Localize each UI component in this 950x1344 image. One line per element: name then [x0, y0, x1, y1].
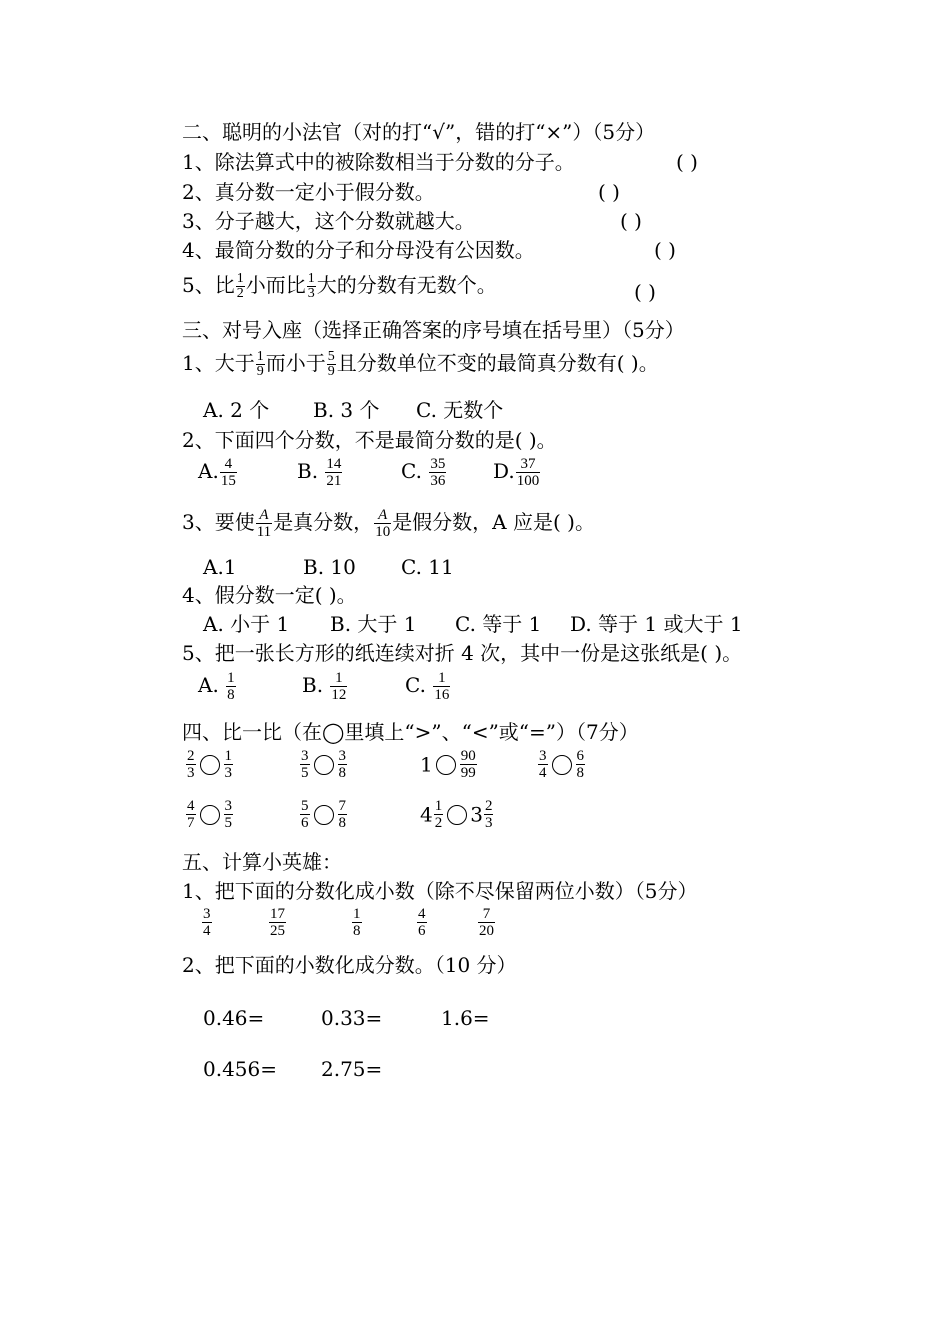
fraction: $\frac{2}{3}$: [187, 748, 195, 781]
fraction: $\frac{37}{100}$: [516, 456, 540, 489]
fraction: $\frac{1}{16}$: [434, 670, 450, 703]
q2-option-c[interactable]: C. $\frac{35}{36}$: [401, 456, 446, 489]
fraction: $\frac{1}{3}$: [307, 271, 315, 301]
calc-q1: 1、把下面的分数化成小数（除不尽保留两位小数）（5分）: [182, 879, 698, 903]
fraction: $\frac{90}{99}$: [460, 748, 476, 781]
compare-circle[interactable]: [314, 755, 334, 775]
choice-q4: 4、假分数一定( )。: [182, 583, 357, 607]
q1-option-b[interactable]: B. 3 个: [313, 398, 380, 422]
decimal-fraction-2: $\frac{17}{25}$: [270, 906, 285, 939]
choice-q2: 2、下面四个分数，不是最简分数的是( )。: [182, 428, 557, 452]
fraction: $\frac{14}{21}$: [326, 456, 342, 489]
q4-option-c[interactable]: C. 等于 1: [455, 612, 542, 636]
q3-option-a[interactable]: A.1: [203, 555, 237, 579]
compare-circle[interactable]: [200, 805, 220, 825]
q4-option-b[interactable]: B. 大于 1: [330, 612, 417, 636]
judge-q5: 5、比 $\frac{1}{2}$ 小而比 $\frac{1}{3}$ 大的分数有无数个。: [182, 271, 497, 301]
q2-option-a[interactable]: A. $\frac{4}{15}$: [198, 456, 236, 489]
q3-option-c[interactable]: C. 11: [401, 555, 454, 579]
fraction: $\frac{3}{4}$: [539, 748, 547, 781]
fraction: $\frac{3}{8}$: [338, 748, 346, 781]
fraction: $\frac{2}{3}$: [484, 798, 493, 831]
compare-4: [537, 748, 586, 781]
answer-bracket-3[interactable]: ( ): [620, 209, 642, 233]
section4-title: 四、比一比（在◯里填上“>”、“<”或“=”）（7分）: [182, 720, 639, 744]
fraction: $\frac{5}{6}$: [301, 798, 309, 831]
answer-bracket-1[interactable]: ( ): [676, 150, 698, 174]
convert-item-1: 0.46=: [203, 1006, 265, 1030]
q5-option-a[interactable]: A. $\frac{1}{8}$: [198, 670, 235, 703]
compare-3: 1 $\frac{90}{99}$: [420, 748, 476, 781]
calc-q2: 2、把下面的小数化成分数。（10 分）: [182, 953, 517, 977]
q5-option-c[interactable]: C. $\frac{1}{16}$: [405, 670, 450, 703]
section2-title: 二、聪明的小法官（对的打“√”，错的打“×”）（5分）: [182, 120, 656, 144]
compare-6: [299, 798, 348, 831]
section5-title: 五、计算小英雄：: [182, 850, 342, 874]
fraction: $\frac{1}{2}$: [236, 271, 244, 301]
decimal-fraction-1: $\frac{3}{4}$: [203, 906, 211, 939]
convert-item-2: 0.33=: [321, 1006, 383, 1030]
q1-option-a[interactable]: A. 2 个: [203, 398, 270, 422]
fraction: $\frac{1}{2}$: [434, 798, 443, 831]
fraction: $\frac{1}{12}$: [331, 670, 347, 703]
fraction: $\frac{A}{11}$: [256, 507, 272, 540]
choice-q1: 1、大于 $\frac{1}{9}$ 而小于 $\frac{5}{9}$ 且分数单位不变的最简真分数有( )。: [182, 349, 659, 379]
fraction: $\frac{7}{8}$: [338, 798, 346, 831]
choice-q5: 5、把一张长方形的纸连续对折 4 次，其中一份是这张纸是( )。: [182, 641, 743, 665]
compare-5: [185, 798, 234, 831]
section3-title: 三、对号入座（选择正确答案的序号填在括号里）（5分）: [182, 318, 685, 342]
compare-circle[interactable]: [200, 755, 220, 775]
fraction: $\frac{4}{15}$: [220, 456, 236, 489]
q1-option-c[interactable]: C. 无数个: [416, 398, 504, 422]
fraction: $\frac{A}{10}$: [375, 507, 391, 540]
fraction: $\frac{3}{5}$: [224, 798, 232, 831]
q5-option-b[interactable]: B. $\frac{1}{12}$: [302, 670, 347, 703]
judge-q3: 3、分子越大，这个分数就越大。: [182, 209, 475, 233]
answer-bracket-4[interactable]: ( ): [654, 238, 676, 262]
fraction: $\frac{1}{9}$: [256, 349, 264, 379]
q4-option-d[interactable]: D. 等于 1 或大于 1: [570, 612, 743, 636]
fraction: $\frac{35}{36}$: [430, 456, 446, 489]
judge-q1: 1、除法算式中的被除数相当于分数的分子。: [182, 150, 575, 174]
fraction: $\frac{1}{8}$: [227, 670, 235, 703]
q2-option-b[interactable]: B. $\frac{14}{21}$: [297, 456, 342, 489]
answer-bracket-5[interactable]: ( ): [634, 280, 656, 304]
decimal-fraction-4: $\frac{4}{6}$: [418, 906, 426, 939]
compare-circle[interactable]: [552, 755, 572, 775]
fraction: $\frac{4}{7}$: [187, 798, 195, 831]
compare-2: [299, 748, 348, 781]
compare-circle[interactable]: [314, 805, 334, 825]
fraction: $\frac{5}{9}$: [327, 349, 335, 379]
compare-1: [185, 748, 234, 781]
compare-7: 4 $\frac{1}{2}$ 3 $\frac{2}{3}$: [420, 798, 493, 831]
decimal-fraction-5: $\frac{7}{20}$: [479, 906, 494, 939]
judge-q2: 2、真分数一定小于假分数。: [182, 180, 435, 204]
fraction: $\frac{6}{8}$: [576, 748, 584, 781]
convert-item-3: 1.6=: [441, 1006, 490, 1030]
q2-option-d[interactable]: D. $\frac{37}{100}$: [493, 456, 540, 489]
choice-q3: 3、要使 $\frac{A}{11}$ 是真分数， $\frac{A}{10}$ 是假分数，A 应是( )。: [182, 507, 595, 540]
compare-circle[interactable]: [447, 805, 467, 825]
decimal-fraction-3: $\frac{1}{8}$: [353, 906, 361, 939]
compare-circle[interactable]: [436, 755, 456, 775]
q4-option-a[interactable]: A. 小于 1: [203, 612, 290, 636]
fraction: $\frac{3}{5}$: [301, 748, 309, 781]
convert-item-4: 0.456=: [203, 1057, 278, 1081]
judge-q4: 4、最简分数的分子和分母没有公因数。: [182, 238, 535, 262]
convert-item-5: 2.75=: [321, 1057, 383, 1081]
fraction: $\frac{1}{3}$: [224, 748, 232, 781]
answer-bracket-2[interactable]: ( ): [598, 180, 620, 204]
q3-option-b[interactable]: B. 10: [303, 555, 356, 579]
